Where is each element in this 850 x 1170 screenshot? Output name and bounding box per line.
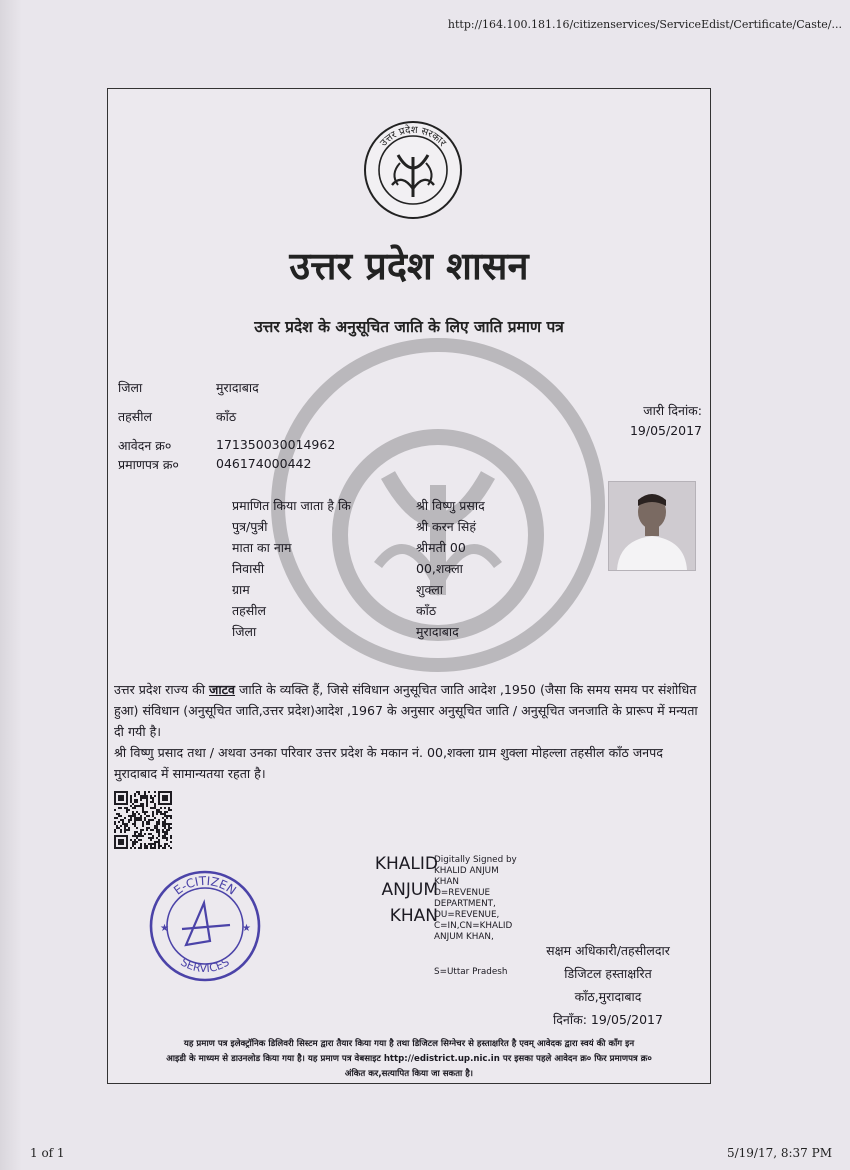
caste-name: जाटव — [209, 682, 236, 697]
signature-detail-line-2: KHALID ANJUM — [434, 866, 499, 876]
certified-value-5: शुक्ला — [416, 582, 444, 597]
signature-detail-line-7: C=IN,CN=KHALID — [434, 921, 513, 931]
application-no-value: 171350030014962 — [216, 437, 336, 452]
tehsil-label: तहसील — [118, 409, 152, 424]
statement-part-1: उत्तर प्रदेश राज्य की — [114, 682, 210, 697]
statement-part-2: जाति के व्यक्ति हैं, जिसे संविधान अनुसूचित जाति आदेश ,1950 (जैसा कि समय समय पर संशोधित हुआ) संविधान (अनुसूचित जाति,उत्तर प्रदेश)आदेश ,1967 के अनुसार अनुसूचित जाति / अनुसूचित जनजाति के प्रारूप में मन्यता दी गयी है। — [114, 682, 698, 739]
caste-statement — [114, 679, 700, 784]
footnote-line-2: आइडी के माध्यम से डाउनलोड किया गया है। यह प्रमाण पत्र वेबसाइट http://edistrict.up.nic.in पर इसका पहले आवेदन क्र० फिर प्रमाणपत्र क्र० — [166, 1054, 652, 1064]
signer-name-line-1: KHALID — [374, 854, 438, 874]
e-citizen-services-seal — [146, 867, 264, 985]
print-page-count: 1 of 1 — [30, 1146, 65, 1160]
signer-name-line-3: KHAN — [389, 906, 438, 926]
issue-date-label: जारी दिनांक: — [643, 403, 702, 418]
government-title: उत्तर प्रदेश शासन — [289, 243, 529, 288]
certified-value-6: काँठ — [416, 603, 437, 618]
print-header-url: http://164.100.181.16/citizenservices/ServiceEdist/Certificate/Caste/... — [447, 18, 842, 31]
certified-value-1: श्री विष्णु प्रसाद — [416, 498, 485, 513]
officer-date: दिनाँक: 19/05/2017 — [553, 1012, 663, 1027]
certified-label-1: प्रमाणित किया जाता है कि — [232, 498, 351, 513]
emblem-arc-text: उत्तर प्रदेश सरकार — [378, 124, 448, 149]
person-silhouette-icon — [609, 482, 695, 570]
certified-value-7: मुरादाबाद — [416, 624, 459, 639]
issue-date-value: 19/05/2017 — [629, 423, 702, 438]
verification-footnote — [114, 1037, 704, 1082]
digital-signature-details — [434, 855, 524, 943]
district-label: जिला — [118, 380, 143, 395]
officer-block — [518, 939, 698, 1031]
certified-label-2: पुत्र/पुत्री — [232, 519, 268, 534]
certificate-no-label: प्रमाणपत्र क्र० — [118, 457, 179, 472]
print-datetime: 5/19/17, 8:37 PM — [726, 1146, 832, 1160]
application-no-label: आवेदन क्र० — [118, 438, 172, 453]
seal-bottom-text: SERVICES — [178, 955, 232, 976]
certified-value-2: श्री करन सिहं — [416, 519, 477, 534]
officer-location: काँठ,मुरादाबाद — [574, 989, 642, 1004]
digital-signer-name — [356, 851, 438, 929]
footnote-line-3: अंकित कर,सत्यापित किया जा सकता है। — [344, 1069, 474, 1079]
residence-statement: श्री विष्णु प्रसाद तथा / अथवा उनका परिवार उत्तर प्रदेश के मकान नं. 00,शक्ला ग्राम शुक्ला मोहल्ला तहसील काँठ जनपद मुरादाबाद में सामान्यतया रहता है। — [114, 745, 663, 781]
signature-detail-line-4: O=REVENUE — [434, 888, 491, 898]
certified-label-6: तहसील — [232, 603, 266, 618]
tehsil-value: काँठ — [216, 409, 237, 424]
signature-detail-line-3: KHAN — [434, 877, 459, 887]
district-value: मुरादाबाद — [216, 380, 259, 395]
certified-label-4: निवासी — [232, 561, 265, 576]
officer-designation: सक्षम अधिकारी/तहसीलदार — [546, 943, 670, 958]
signature-state: S=Uttar Pradesh — [434, 967, 508, 977]
applicant-photo — [608, 481, 696, 571]
certified-label-3: माता का नाम — [232, 540, 292, 555]
seal-top-text: E-CITIZEN — [171, 873, 239, 898]
certified-value-3: श्रीमती 00 — [416, 540, 466, 555]
issue-date-block — [630, 401, 702, 441]
signature-detail-line-6: OU=REVENUE, — [434, 910, 500, 920]
certified-label-5: ग्राम — [232, 582, 250, 597]
signature-detail-line-1: Digitally Signed by — [434, 855, 517, 865]
signer-name-line-2: ANJUM — [381, 880, 438, 900]
svg-text:★: ★ — [160, 923, 169, 934]
scanned-page-edge — [0, 0, 22, 1170]
certificate-no-value: 046174000442 — [216, 456, 312, 471]
signature-detail-line-5: DEPARTMENT, — [434, 899, 496, 909]
state-emblem-logo — [362, 119, 464, 221]
signature-detail-line-8: ANJUM KHAN, — [434, 932, 494, 942]
caste-certificate — [107, 88, 711, 1084]
svg-text:SERVICES — [178, 956, 231, 976]
svg-text:★: ★ — [242, 923, 251, 934]
certified-value-4: 00,शक्ला — [416, 561, 463, 576]
certificate-subtitle: उत्तर प्रदेश के अनुसूचित जाति के लिए जाति प्रमाण पत्र — [254, 318, 564, 336]
officer-signature-type: डिजिटल हस्ताक्षरित — [564, 966, 652, 981]
qr-code — [114, 791, 172, 849]
certified-label-7: जिला — [232, 624, 257, 639]
footnote-line-1: यह प्रमाण पत्र इलेक्ट्रॉनिक डिलिवरी सिस्टम द्वारा तैयार किया गया है तथा डिजिटल सिग्नेचर से हस्ताक्षरित है एवम् आवेदक द्वारा स्वयं की काँग इन — [183, 1039, 635, 1049]
